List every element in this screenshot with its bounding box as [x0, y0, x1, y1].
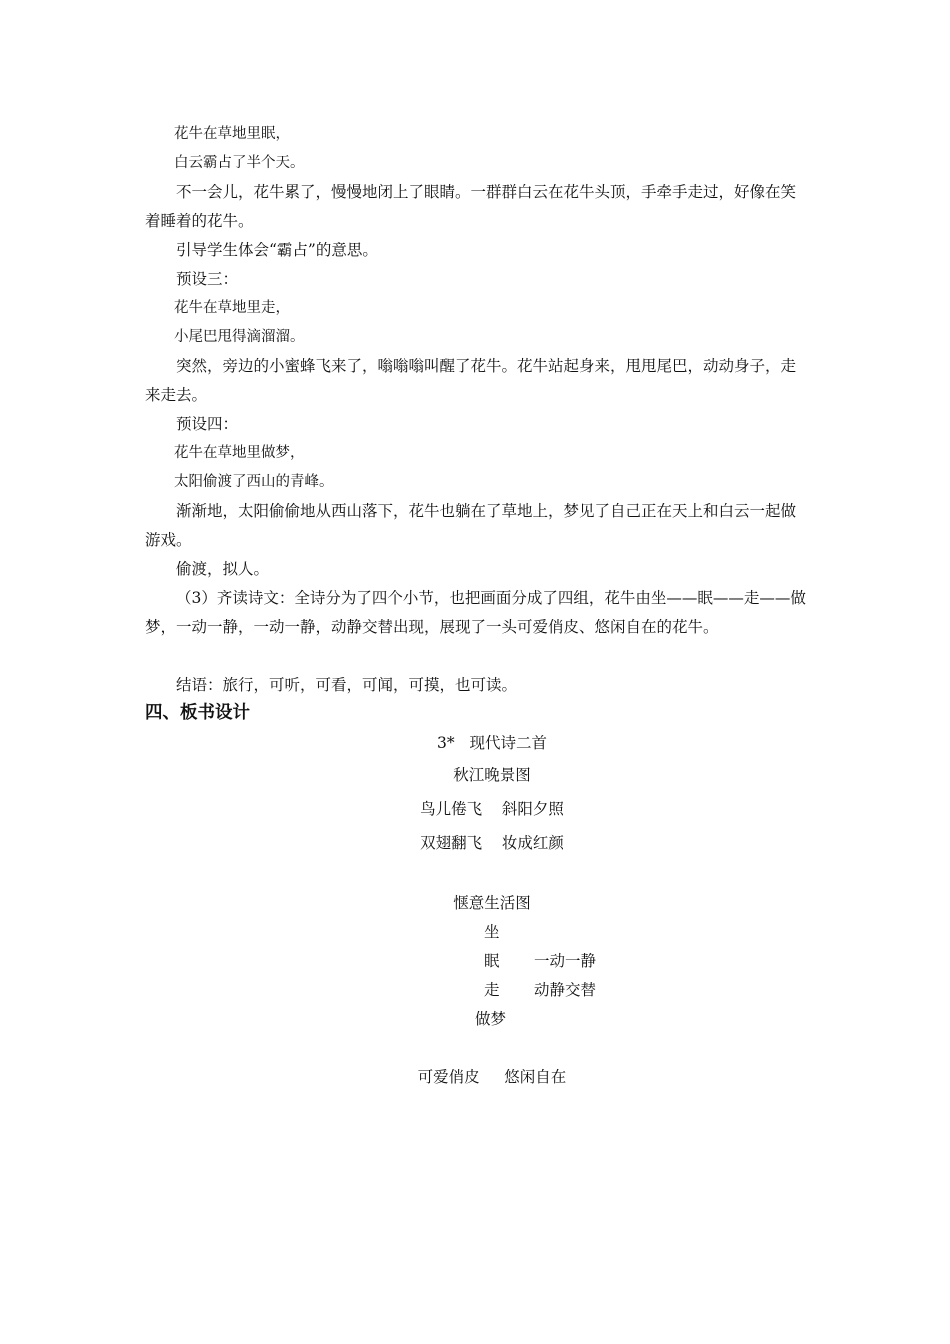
- poem-line: 小尾巴甩得滴溜溜。: [174, 329, 305, 345]
- board-poem2-title: 惬意生活图: [453, 894, 531, 912]
- board-action: 做梦: [475, 1010, 507, 1028]
- body-paragraph: 引导学生体会“霸占”的意思。: [176, 241, 378, 259]
- poem-line: 花牛在草地里做梦，: [174, 445, 305, 461]
- body-paragraph: 渐渐地，太阳偷偷地从西山落下，花牛也躺在了草地上，梦见了自己正在天上和白云一起做游戏。: [145, 502, 797, 549]
- poem-line: 花牛在草地里眠，: [174, 126, 290, 142]
- board-action: 眠: [484, 952, 500, 970]
- conclusion-paragraph: 结语：旅行，可听，可看，可闻，可摸，也可读。: [176, 676, 518, 694]
- preset-label: 预设三：: [176, 270, 239, 288]
- poem-line: 花牛在草地里走，: [174, 300, 290, 316]
- body-paragraph: （3）齐读诗文：全诗分为了四个小节，也把画面分成了四组，花牛由坐——眠——走——做梦，一动一静，一动一静，动静交替出现，展现了一头可爱俏皮、悠闲自在的花牛。: [145, 589, 806, 636]
- board-note: 动静交替: [534, 981, 597, 999]
- preset-label: 预设四：: [176, 415, 239, 433]
- board-note: 一动一静: [534, 952, 597, 970]
- board-poem1-title: 秋江晚景图: [453, 766, 531, 784]
- body-paragraph: 突然，旁边的小蜜蜂飞来了，嗡嗡嗡叫醒了花牛。花牛站起身来，甩甩尾巴，动动身子，走来走去。: [145, 357, 797, 404]
- board-action: 坐: [484, 923, 500, 941]
- board-poem1-line: 鸟儿倦飞 斜阳夕照: [420, 800, 564, 818]
- section-heading: 四、板书设计: [145, 703, 250, 723]
- board-action: 走: [484, 981, 500, 999]
- board-poem1-line: 双翅翻飞 妆成红颜: [420, 834, 564, 852]
- poem-line: 白云霸占了半个天。: [174, 155, 305, 171]
- board-summary: 可爱俏皮 悠闲自在: [417, 1068, 567, 1086]
- board-title: 3* 现代诗二首: [437, 734, 547, 752]
- body-paragraph: 不一会儿，花牛累了，慢慢地闭上了眼睛。一群群白云在花牛头顶，手牵手走过，好像在笑着睡着的花牛。: [145, 183, 797, 230]
- body-paragraph: 偷渡，拟人。: [176, 560, 270, 578]
- poem-line: 太阳偷渡了西山的青峰。: [174, 474, 334, 490]
